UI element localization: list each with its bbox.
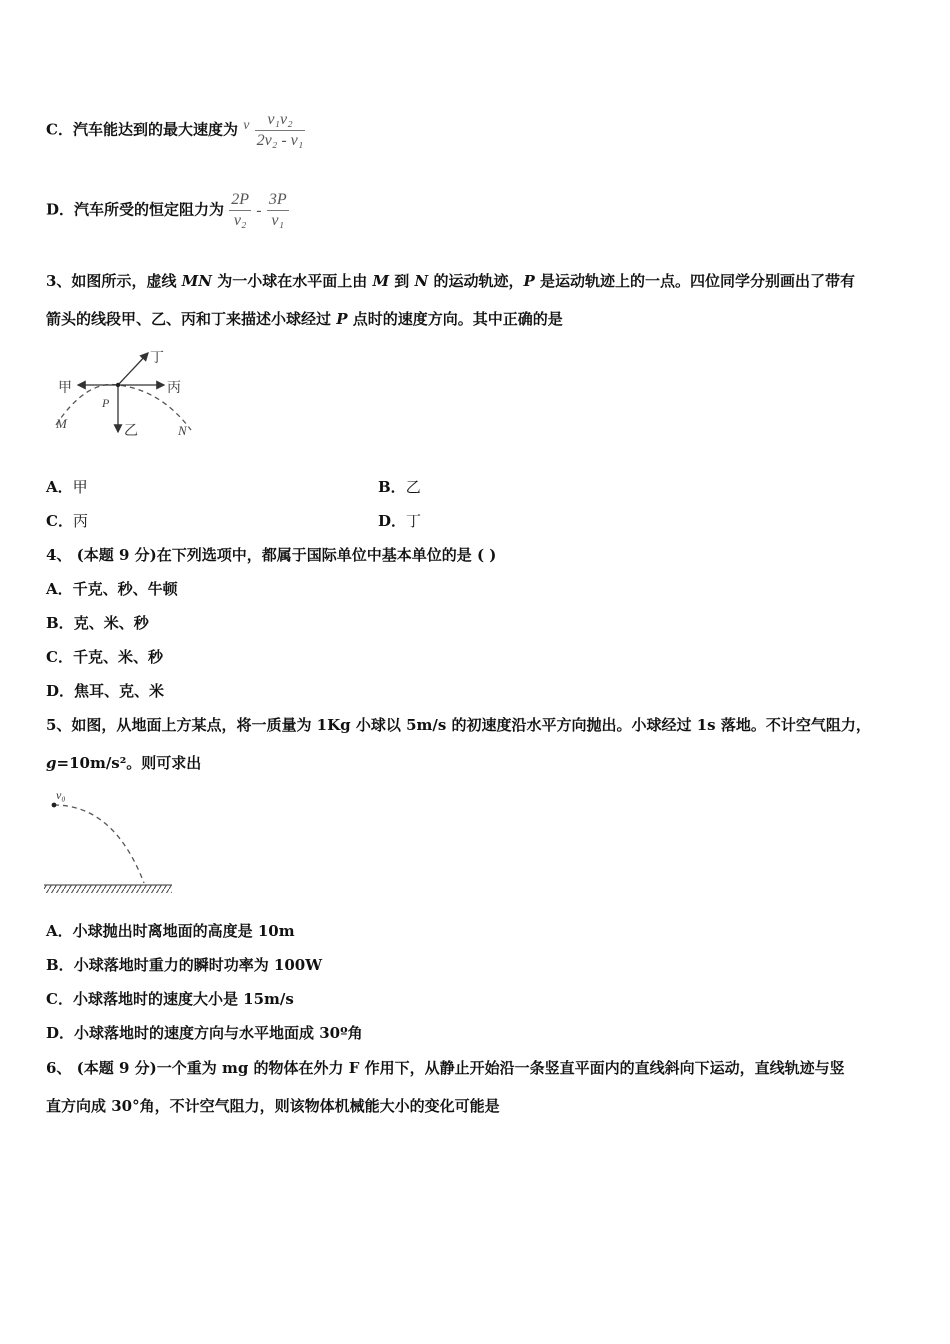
option-label: A．: [46, 478, 73, 496]
option-text: 小球落地时的速度大小是 15m/s: [72, 990, 294, 1008]
q3-n: N: [414, 272, 429, 290]
q5-g: g: [46, 754, 57, 772]
formula-prefix: v: [243, 117, 250, 133]
label-n: N: [178, 423, 187, 438]
option-text: 小球抛出时离地面的高度是 10m: [72, 922, 295, 940]
q5-projectile-diagram: [44, 785, 174, 900]
ground-hatch: [44, 885, 172, 893]
label-yi: 乙: [124, 423, 138, 439]
q3-option-c: [46, 510, 88, 531]
label-jia: 甲: [58, 380, 72, 396]
q5-stem-line2: [46, 752, 201, 773]
option-label: A．: [46, 580, 73, 598]
ball: [52, 803, 57, 808]
q5-stem-line1: 5、如图，从地面上方某点，将一质量为 1Kg 小球以 5m/s 的初速度沿水平方向抛出。小球经过 1s 落地。不计空气阻力，: [46, 716, 871, 734]
fraction-numerator: 3P: [267, 190, 289, 211]
q4-option-a: [46, 578, 178, 599]
formula-fraction-2: [267, 190, 289, 231]
q5-option-c: [46, 988, 294, 1009]
q2-option-c: [46, 110, 305, 151]
q3-text-b: 为一小球在水平面上由: [212, 272, 373, 290]
q3-text-c: 到: [389, 272, 415, 290]
option-text: 千克、秒、牛顿: [72, 580, 178, 598]
q4-stem: 4、 (本题 9 分)在下列选项中，都属于国际单位中基本单位的是 ( ): [46, 546, 497, 564]
fraction-denominator: 2v₂ - v₁: [256, 132, 304, 149]
arrow-ding: [118, 353, 148, 385]
q4-option-b: [46, 612, 149, 633]
option-label: D．: [46, 682, 75, 700]
q4-option-c: [46, 646, 163, 667]
option-label: D．: [378, 512, 407, 530]
option-label: D．: [46, 1024, 75, 1042]
option-label: C．: [46, 648, 73, 666]
fraction-denominator: v₁: [271, 212, 285, 229]
option-text: 小球落地时的速度方向与水平地面成 30º角: [74, 1024, 363, 1042]
option-text: 小球落地时重力的瞬时功率为 100W: [73, 956, 323, 974]
option-text: 丙: [72, 512, 88, 530]
q3-stem-line2: [46, 308, 563, 329]
q3-option-a: [46, 476, 88, 497]
label-bing: 丙: [167, 380, 181, 396]
q5-option-d: [46, 1022, 363, 1043]
option-label: C．: [46, 990, 73, 1008]
q3-option-b: [378, 476, 421, 497]
q3-option-d: [378, 510, 421, 531]
option-label: C．: [46, 120, 73, 139]
q3-text-d: 的运动轨迹，: [428, 272, 524, 290]
projectile-path: [54, 805, 144, 883]
option-label: B．: [46, 614, 74, 632]
q5-option-a: [46, 920, 295, 941]
option-text: 汽车所受的恒定阻力为: [74, 200, 225, 219]
option-label: C．: [46, 512, 73, 530]
q5-text: =10m/s²。则可求出: [56, 754, 202, 772]
q6-stem-line2: 直方向成 30°角，不计空气阻力，则该物体机械能大小的变化可能是: [46, 1097, 500, 1115]
q3-text-e: 是运动轨迹上的一点。四位同学分别画出了带有: [534, 272, 855, 290]
q3-text-g: 点时的速度方向。其中正确的是: [347, 310, 563, 328]
option-text: 乙: [405, 478, 421, 496]
fraction-numerator: 2P: [229, 190, 251, 211]
option-text: 千克、米、秒: [72, 648, 163, 666]
fraction-numerator: v₁v₂: [255, 110, 306, 131]
option-label: B．: [46, 956, 74, 974]
option-label: A．: [46, 922, 73, 940]
option-text: 汽车能达到的最大速度为: [72, 120, 238, 139]
label-ding: 丁: [150, 350, 164, 366]
minus-sign: -: [256, 201, 262, 219]
label-m: M: [56, 416, 67, 431]
label-p: P: [102, 396, 110, 410]
option-text: 丁: [406, 512, 422, 530]
q4-option-d: [46, 680, 164, 701]
q6-stem-line1: 6、 (本题 9 分)一个重为 mg 的物体在外力 F 作用下，从静止开始沿一条竖直平面内的直线斜向下运动，直线轨迹与竖: [46, 1059, 845, 1077]
q3-velocity-diagram: [46, 340, 206, 445]
label-v0: v₀: [56, 788, 66, 802]
option-text: 焦耳、克、米: [74, 682, 165, 700]
q3-stem-line1: [46, 270, 855, 291]
q3-mn: MN: [181, 272, 212, 290]
q3-text-a: 3、如图所示，虚线: [46, 272, 182, 290]
q5-option-b: [46, 954, 322, 975]
fraction-denominator: v₂: [233, 212, 247, 229]
q3-p2: P: [336, 310, 348, 328]
formula-fraction: [255, 110, 306, 151]
formula-fraction-1: [229, 190, 251, 231]
q3-p: P: [523, 272, 535, 290]
option-label: B．: [378, 478, 406, 496]
option-label: D．: [46, 200, 75, 219]
q2-option-d: [46, 190, 289, 231]
q3-text-f: 箭头的线段甲、乙、丙和丁来描述小球经过: [46, 310, 337, 328]
option-text: 克、米、秒: [73, 614, 149, 632]
point-p: [116, 383, 120, 387]
q3-m: M: [372, 272, 390, 290]
option-text: 甲: [72, 478, 88, 496]
